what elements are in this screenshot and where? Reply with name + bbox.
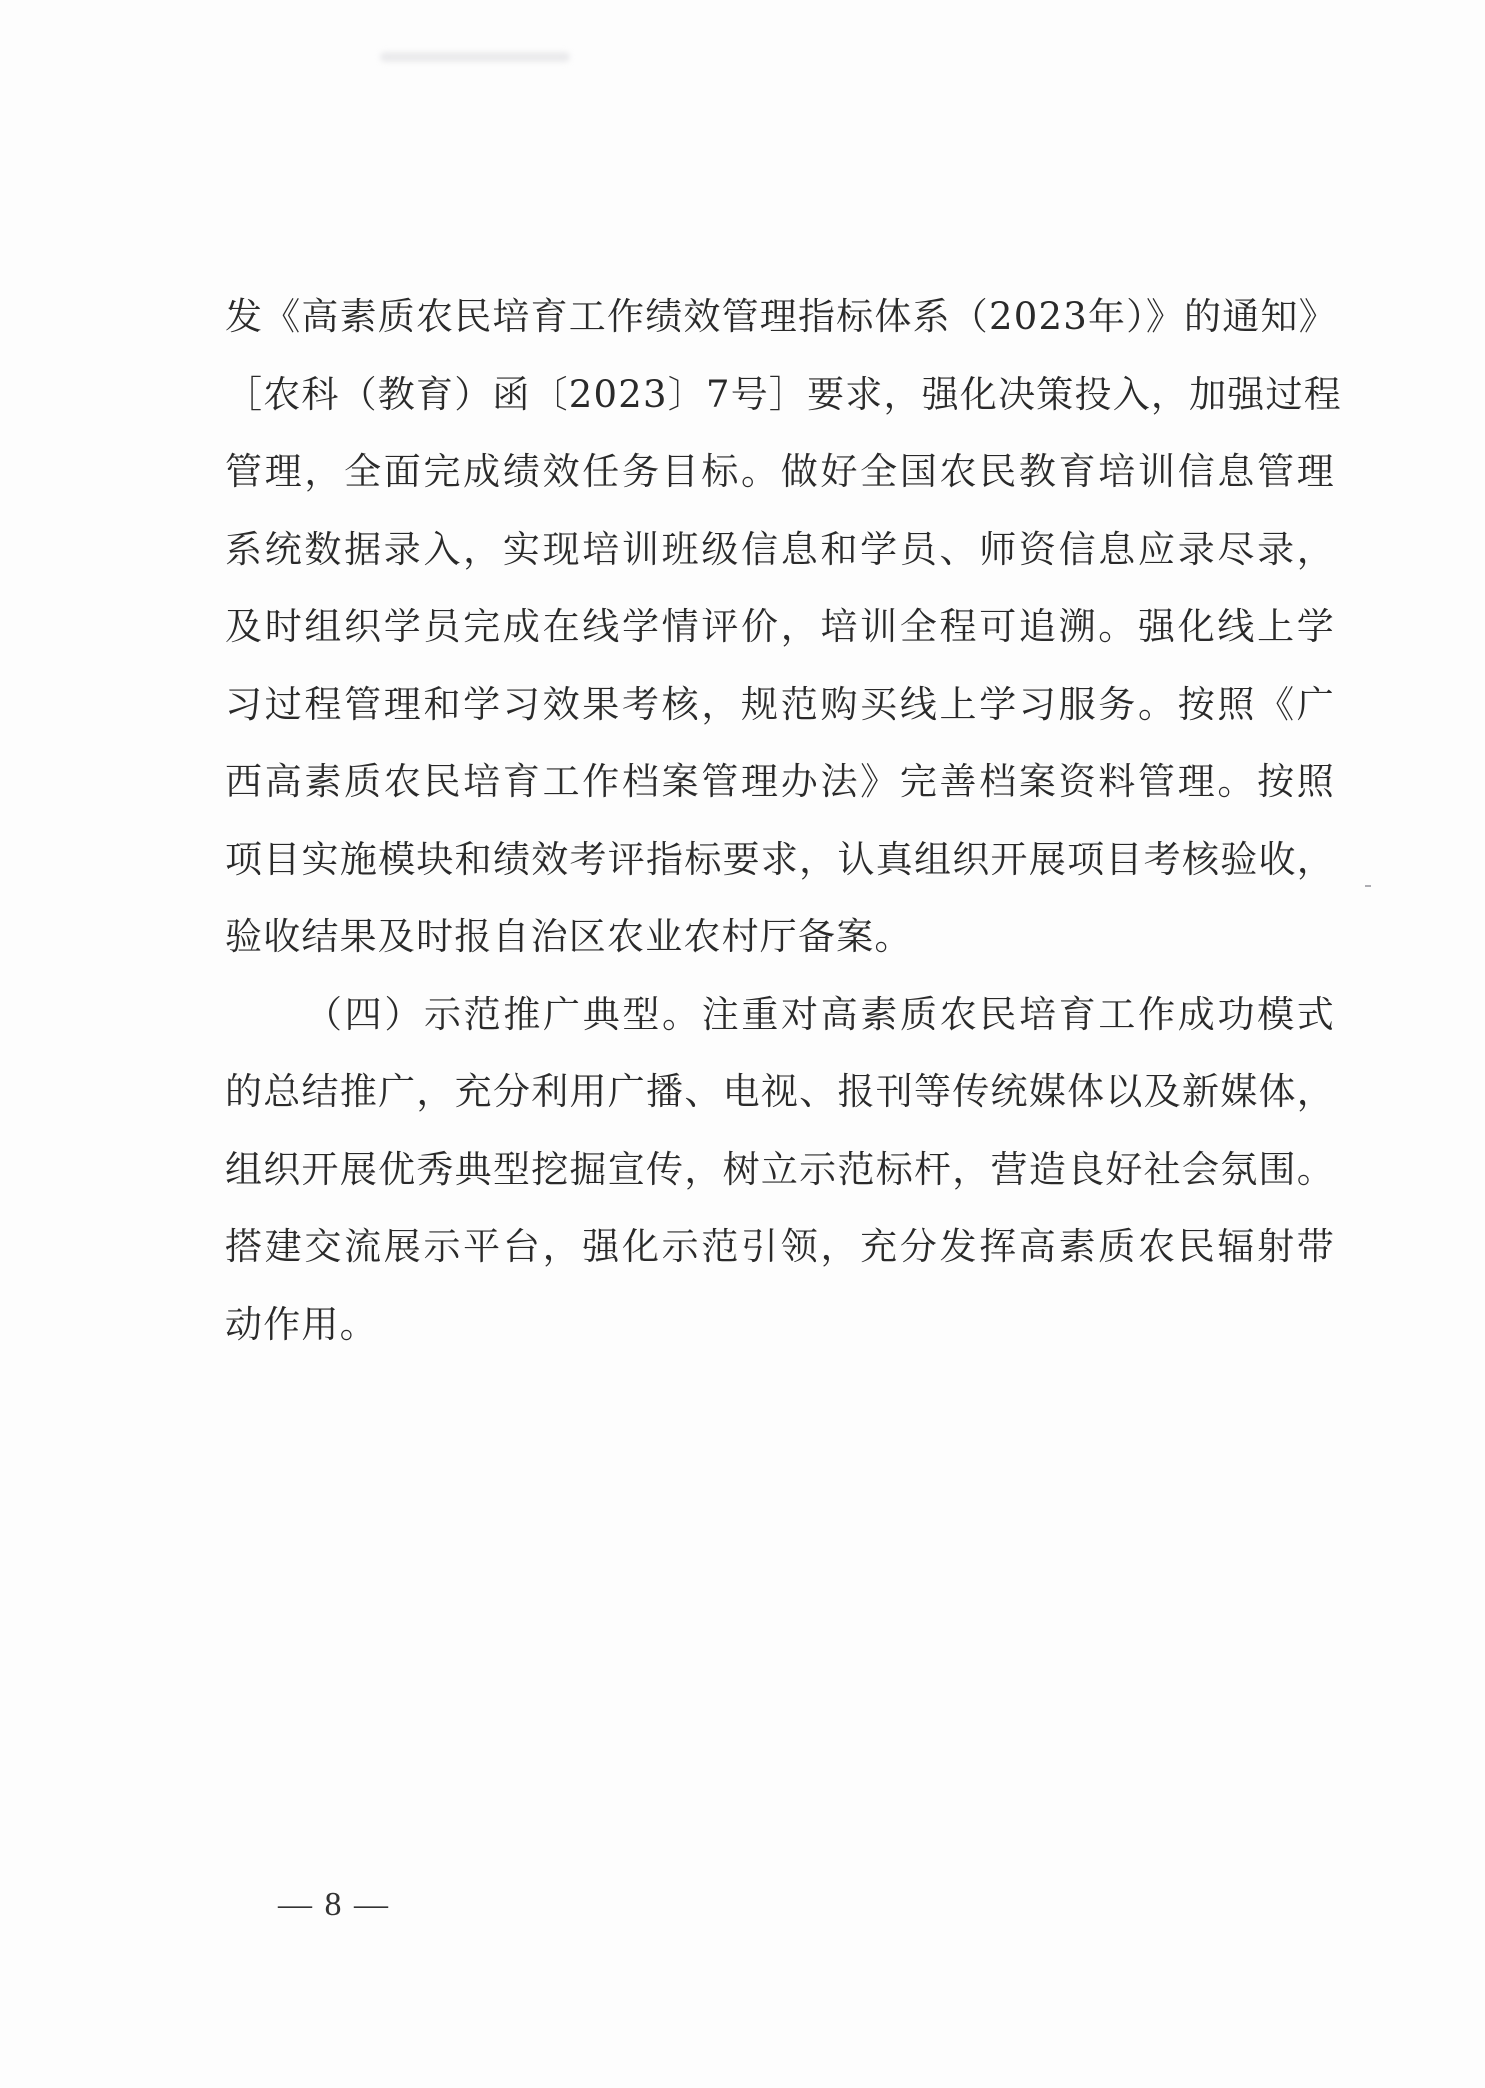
page-number: — 8 — [278, 1886, 390, 1923]
text-line: 系统数据录入，实现培训班级信息和学员、师资信息应录尽录， [225, 527, 1335, 571]
text-line: 发《高素质农民培育工作绩效管理指标体系（2023年）》的通知》 [225, 295, 1337, 338]
text-line: 动作用。 [225, 1302, 378, 1346]
text-line: 及时组织学员完成在线学情评价，培训全程可追溯。强化线上学 [225, 605, 1335, 648]
text-line: ［农科（教育）函〔2023〕7号］要求，强化决策投入，加强过程 [225, 372, 1342, 416]
text-line: 西高素质农民培育工作档案管理办法》完善档案资料管理。按照 [225, 760, 1335, 803]
text-line: 项目实施模块和绩效考评指标要求，认真组织开展项目考核验收， [225, 837, 1335, 881]
scan-smudge [380, 52, 570, 62]
text-line: 习过程管理和学习效果考核，规范购买线上学习服务。按照《广 [225, 682, 1335, 726]
text-line: 搭建交流展示平台，强化示范引领，充分发挥高素质农民辐射带 [225, 1225, 1335, 1268]
text-line: 组织开展优秀典型挖掘宣传，树立示范标杆，营造良好社会氛围。 [225, 1147, 1335, 1191]
scan-dot [1365, 885, 1371, 887]
text-line: 管理，全面完成绩效任务目标。做好全国农民教育培训信息管理 [225, 450, 1335, 493]
body-text [225, 278, 1342, 1363]
text-line: 的总结推广，充分利用广播、电视、报刊等传统媒体以及新媒体， [225, 1070, 1335, 1113]
text-line: 验收结果及时报自治区农业农村厅备案。 [225, 915, 913, 958]
section-heading-line: （四）示范推广典型。注重对高素质农民培育工作成功模式 [305, 992, 1335, 1036]
